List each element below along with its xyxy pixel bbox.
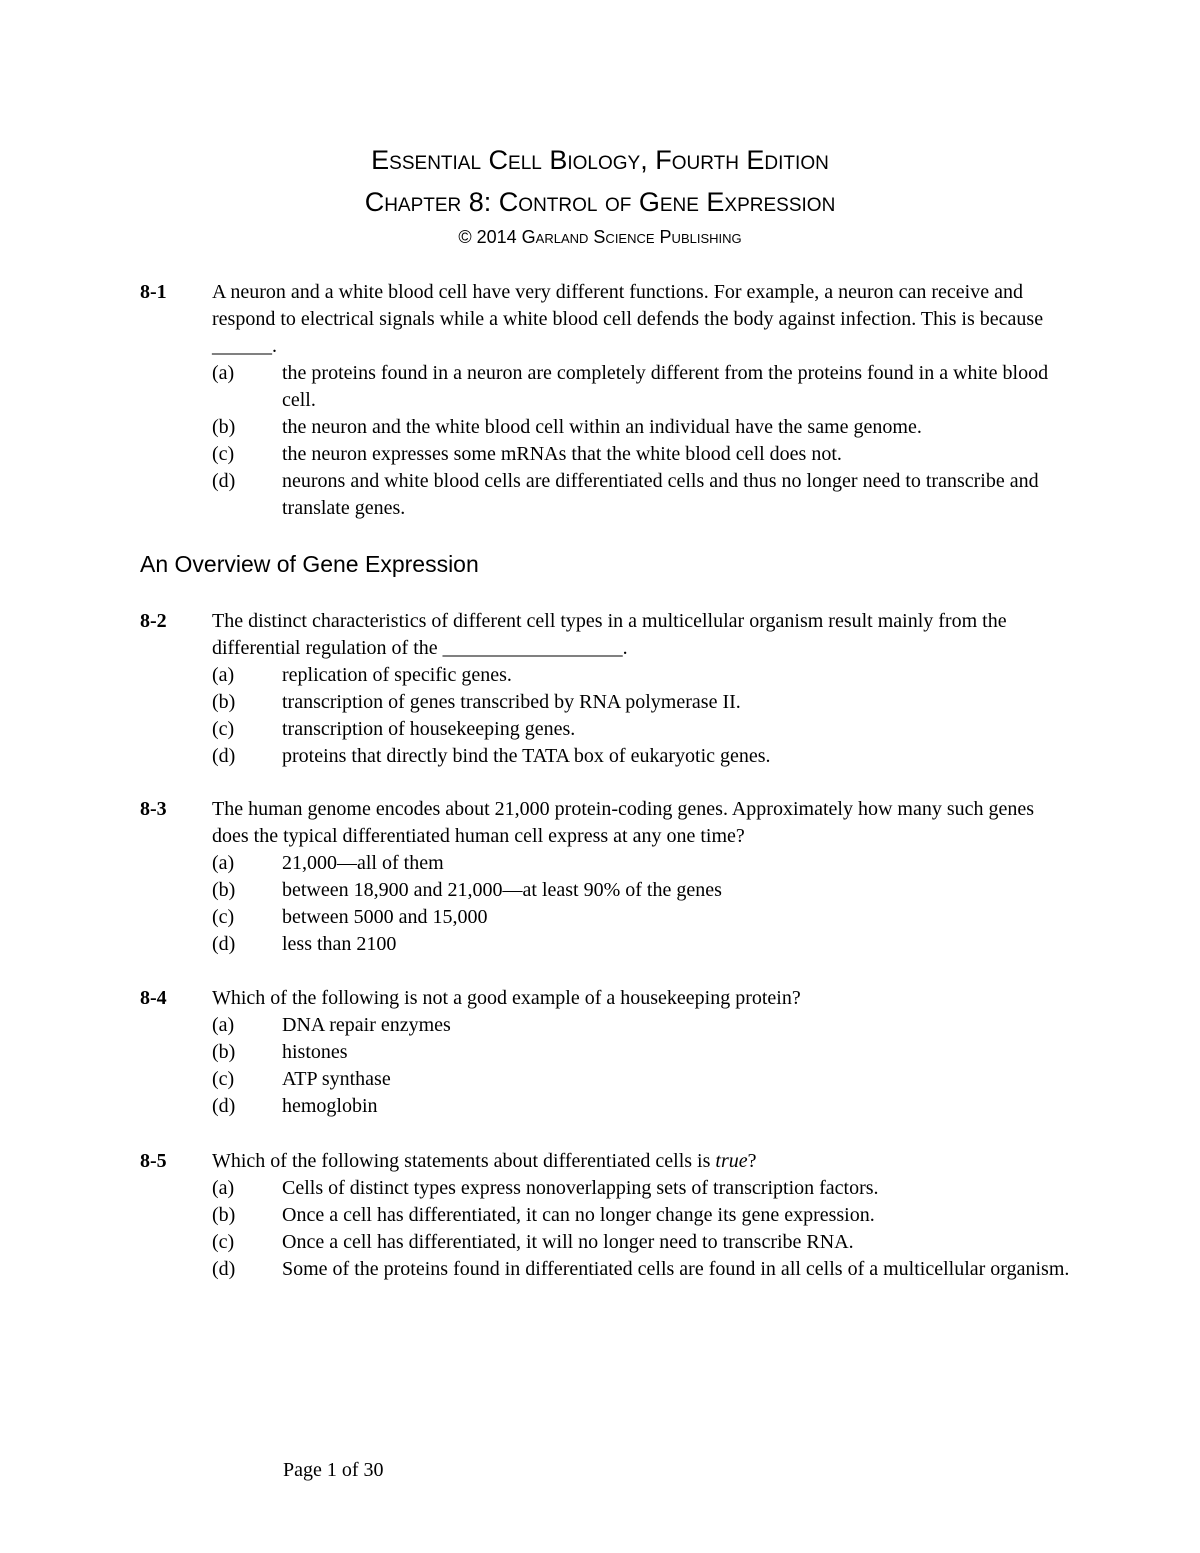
answer-option-b [212, 689, 1070, 716]
section-heading: An Overview of Gene Expression [140, 551, 479, 577]
question-text-emphasis: true [715, 1150, 748, 1172]
option-label: (b) [212, 879, 236, 901]
option-text: transcription of housekeeping genes. [282, 718, 576, 740]
option-text: hemoglobin [282, 1095, 378, 1117]
option-label: (a) [212, 852, 235, 874]
document-title: Essential Cell Biology, Fourth Edition [371, 145, 829, 175]
option-label: (c) [212, 443, 235, 465]
answer-option-a [212, 360, 1070, 414]
page-number: Page 1 of 30 [283, 1459, 384, 1481]
option-label: (b) [212, 691, 236, 713]
option-text: 21,000—all of them [282, 852, 444, 874]
answer-option-b [212, 414, 1070, 441]
option-label: (d) [212, 1095, 236, 1117]
option-text: the proteins found in a neuron are completely different from the proteins found in a white blood cell. [282, 362, 1049, 411]
question-text: Which of the following is not a good example of a housekeeping protein? [212, 987, 801, 1009]
question-number: 8-2 [140, 610, 167, 632]
option-text: Cells of distinct types express nonoverlapping sets of transcription factors. [282, 1177, 879, 1199]
answer-option-b [212, 877, 1070, 904]
answer-option-c [212, 441, 1070, 468]
answer-option-b [212, 1039, 1070, 1066]
copyright-line: © 2014 Garland Science Publishing [458, 227, 742, 247]
question-number: 8-5 [140, 1150, 167, 1172]
option-label: (b) [212, 1204, 236, 1226]
answer-option-c [212, 1229, 1070, 1256]
option-text: the neuron and the white blood cell within an individual have the same genome. [282, 416, 922, 438]
option-label: (d) [212, 933, 236, 955]
question-text: A neuron and a white blood cell have very different functions. For example, a neuron can receive and respond to electrical signals while a white blood cell defends the body against infection. This is because ______. [212, 281, 1044, 357]
question-text-before: Which of the following statements about differentiated cells is [212, 1150, 716, 1172]
option-label: (c) [212, 718, 235, 740]
option-text: the neuron expresses some mRNAs that the white blood cell does not. [282, 443, 842, 465]
question-text [212, 1148, 1070, 1175]
option-text: Once a cell has differentiated, it can no longer change its gene expression. [282, 1204, 875, 1226]
question-number: 8-4 [140, 987, 167, 1009]
option-label: (d) [212, 1258, 236, 1280]
option-text: Some of the proteins found in differentiated cells are found in all cells of a multicellular organism. [282, 1258, 1070, 1280]
option-text: ATP synthase [282, 1068, 391, 1090]
option-text: replication of specific genes. [282, 664, 512, 686]
option-label: (a) [212, 1014, 235, 1036]
answer-option-c [212, 1066, 1070, 1093]
answer-option-a [212, 850, 1070, 877]
chapter-title: Chapter 8: Control of Gene Expression [364, 187, 836, 217]
question-8-4 [140, 985, 1070, 1120]
option-label: (c) [212, 1231, 235, 1253]
option-label: (b) [212, 416, 236, 438]
option-label: (a) [212, 664, 235, 686]
question-8-2 [140, 608, 1070, 770]
option-text: DNA repair enzymes [282, 1014, 451, 1036]
answer-option-a [212, 1175, 1070, 1202]
question-number: 8-1 [140, 281, 167, 303]
answer-option-d [212, 931, 1070, 958]
question-text-after: ? [747, 1150, 757, 1172]
option-label: (a) [212, 1177, 235, 1199]
answer-option-c [212, 716, 1070, 743]
option-text: transcription of genes transcribed by RNA polymerase II. [282, 691, 741, 713]
answer-option-b [212, 1202, 1070, 1229]
answer-option-a [212, 1012, 1070, 1039]
option-label: (c) [212, 906, 235, 928]
question-8-1 [140, 279, 1070, 522]
answer-option-d [212, 468, 1070, 522]
question-text: The human genome encodes about 21,000 protein-coding genes. Approximately how many such genes does the typical differentiated human cell express at any one time? [212, 798, 1035, 847]
option-label: (a) [212, 362, 235, 384]
option-text: between 18,900 and 21,000—at least 90% of the genes [282, 879, 722, 901]
option-text: Once a cell has differentiated, it will no longer need to transcribe RNA. [282, 1231, 854, 1253]
option-text: less than 2100 [282, 933, 397, 955]
option-text: proteins that directly bind the TATA box of eukaryotic genes. [282, 745, 771, 767]
question-text: The distinct characteristics of different cell types in a multicellular organism result mainly from the differential regulation of the __________________. [212, 610, 1007, 659]
question-8-3 [140, 796, 1070, 958]
answer-option-d [212, 1256, 1070, 1283]
option-text: histones [282, 1041, 348, 1063]
option-label: (c) [212, 1068, 235, 1090]
option-text: neurons and white blood cells are differentiated cells and thus no longer need to transcribe and translate genes. [282, 470, 1039, 519]
answer-option-d [212, 743, 1070, 770]
answer-option-a [212, 662, 1070, 689]
option-text: between 5000 and 15,000 [282, 906, 488, 928]
option-label: (b) [212, 1041, 236, 1063]
option-label: (d) [212, 745, 236, 767]
question-number: 8-3 [140, 798, 167, 820]
answer-option-c [212, 904, 1070, 931]
question-8-5 [140, 1148, 1070, 1283]
answer-option-d [212, 1093, 1070, 1120]
option-label: (d) [212, 470, 236, 492]
